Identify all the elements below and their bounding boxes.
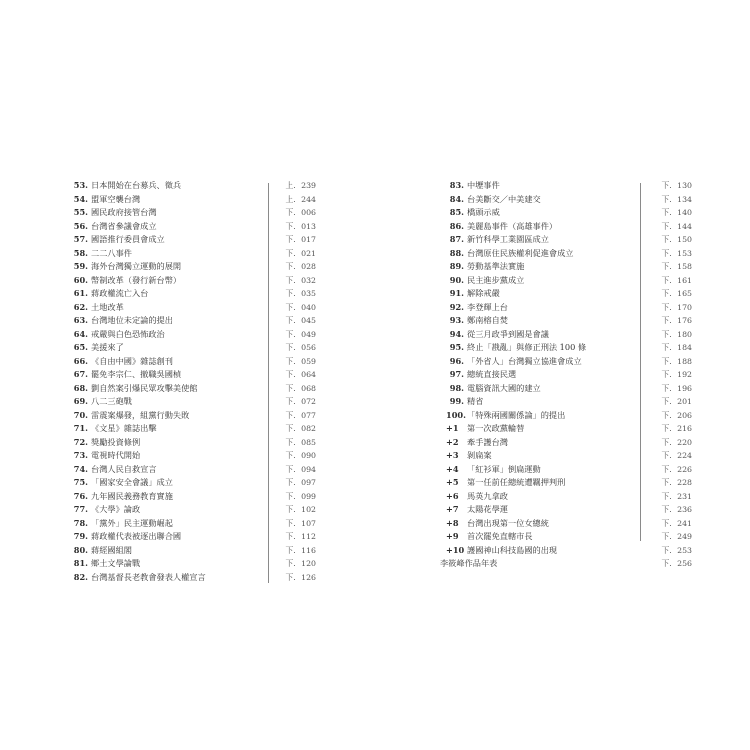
toc-entry-page: 下．253 [661, 545, 692, 555]
toc-entry[interactable] [64, 179, 316, 193]
toc-entry-page: 下．120 [285, 559, 316, 568]
toc-entry-number: 58. [73, 247, 88, 258]
toc-entry-number: 84. [449, 193, 464, 204]
toc-entry-number: 68. [73, 382, 88, 393]
toc-entry-number: 53. [73, 180, 88, 190]
toc-entry-number: 61. [73, 288, 88, 298]
toc-entry-title: 李筱峰作品年表 [440, 558, 498, 568]
toc-entry-number: 55. [73, 207, 88, 217]
toc-entry-title: 土地改革 [91, 301, 124, 312]
toc-entry-title: 台灣省參議會成立 [91, 220, 157, 231]
toc-entry-title: 國語推行委員會成立 [91, 234, 165, 244]
toc-entry-page: 下．045 [285, 316, 316, 325]
toc-entry-page: 下．134 [661, 194, 692, 204]
toc-entry-number: 85. [449, 207, 464, 217]
toc-entry-title: 精省 [467, 396, 484, 406]
toc-entry[interactable] [64, 328, 316, 342]
toc-entry-title: 《大學》論政 [91, 504, 141, 514]
toc-entry-page: 下．220 [661, 437, 692, 447]
toc-entry[interactable] [64, 314, 316, 328]
toc-entry[interactable] [440, 382, 692, 396]
toc-entry-page: 下．216 [661, 424, 692, 433]
toc-entry-page: 下．035 [285, 289, 316, 298]
toc-entry-page: 下．228 [661, 478, 692, 487]
toc-entry[interactable] [64, 301, 316, 315]
toc-entry-page: 下．188 [661, 356, 692, 366]
toc-entry[interactable] [64, 517, 316, 531]
toc-entry-number: 78. [73, 517, 88, 528]
toc-entry-number: 88. [449, 247, 464, 258]
toc-entry[interactable] [64, 247, 316, 261]
toc-entry-page: 下．256 [661, 559, 692, 568]
toc-entry-page: 下．196 [661, 383, 692, 393]
toc-entry-title: 中壢事件 [467, 180, 500, 190]
toc-entry-page: 下．180 [661, 329, 692, 339]
toc-entry-page: 下．040 [285, 302, 316, 312]
toc-entry-title: 鄉土文學論戰 [91, 558, 141, 568]
toc-entry[interactable] [440, 179, 692, 193]
toc-entry-number: 73. [73, 450, 88, 460]
toc-entry-page: 下．006 [285, 208, 316, 217]
toc-entry-number: 69. [73, 396, 88, 406]
toc-entry-title: 第一任前任總統遭羈押判刑 [467, 477, 566, 487]
toc-entry-number: 86. [449, 220, 464, 231]
toc-entry-page: 下．249 [661, 532, 692, 541]
toc-entry[interactable] [440, 409, 692, 423]
toc-entry-number: 82. [73, 571, 88, 582]
toc-entry-page: 上．244 [285, 194, 316, 204]
toc-entry-number: 95. [449, 342, 464, 352]
toc-entry-number: 91. [449, 288, 464, 298]
toc-entry[interactable] [64, 490, 316, 504]
toc-entry[interactable] [440, 422, 692, 436]
toc-entry-page: 下．150 [661, 235, 692, 244]
toc-entry-title: 牽手護台灣 [467, 436, 508, 447]
toc-entry[interactable] [440, 463, 692, 477]
toc-entry-title: 戒嚴與白色恐怖政治 [91, 328, 165, 339]
toc-entry-number: 97. [449, 369, 464, 379]
toc-entry[interactable] [440, 206, 692, 220]
toc-entry-title: 國民政府接管台灣 [91, 207, 157, 217]
toc-entry-title: 台美斷交／中美建交 [467, 193, 541, 204]
toc-entry-number: 67. [73, 369, 88, 379]
toc-entry-number: 80. [73, 544, 88, 555]
toc-entry-page: 下．097 [285, 478, 316, 487]
toc-entry-page: 下．107 [285, 518, 316, 528]
toc-column-right [440, 179, 692, 571]
toc-entry-title: 剝扁案 [467, 450, 492, 460]
toc-entry-number: 75. [73, 477, 88, 487]
toc-entry-page: 下．206 [661, 410, 692, 420]
toc-entry-number: 54. [73, 193, 88, 204]
toc-entry-page: 下．059 [285, 356, 316, 366]
toc-entry-page: 下．116 [285, 545, 316, 555]
toc-entry-page: 下．082 [285, 424, 316, 433]
toc-entry-page: 下．201 [661, 397, 692, 406]
toc-entry-page: 上．239 [285, 181, 316, 190]
toc-entry-title: 八二三砲戰 [91, 396, 132, 406]
toc-entry[interactable] [64, 220, 316, 234]
toc-entry[interactable] [64, 409, 316, 423]
toc-entry[interactable] [440, 503, 692, 517]
toc-entry-title: 「特殊兩國關係論」的提出 [467, 409, 566, 420]
toc-entry-page: 下．236 [661, 505, 692, 514]
toc-entry-page: 下．165 [661, 289, 692, 298]
toc-entry-page: 下．056 [285, 343, 316, 352]
toc-entry[interactable] [440, 260, 692, 274]
toc-entry-title: 第一次政黨輪替 [467, 423, 525, 433]
toc-entry-title: 民主進步黨成立 [467, 274, 525, 285]
toc-entry-title: 「國家安全會議」成立 [91, 477, 173, 487]
toc-entry-page: 下．112 [285, 532, 316, 541]
toc-entry-page: 下．072 [285, 397, 316, 406]
toc-entry-page: 下．085 [285, 437, 316, 447]
toc-entry[interactable] [440, 247, 692, 261]
toc-entry-number: 62. [73, 301, 88, 312]
toc-entry[interactable] [440, 449, 692, 463]
toc-entry-page: 下．140 [661, 208, 692, 217]
toc-entry[interactable] [440, 517, 692, 531]
toc-entry[interactable] [64, 503, 316, 517]
toc-entry-number: +10 [446, 544, 465, 555]
toc-entry-title: 馬英九拿政 [467, 490, 508, 501]
toc-entry[interactable] [64, 422, 316, 436]
toc-entry-number: 65. [73, 342, 88, 352]
toc-entry-title: 李登輝上台 [467, 301, 508, 312]
toc-entry-number: +6 [446, 490, 459, 501]
toc-entry[interactable] [440, 436, 692, 450]
toc-entry-number: 100. [446, 409, 466, 420]
toc-entry[interactable] [440, 328, 692, 342]
toc-entry-title: 首次罷免直轄市長 [467, 531, 533, 541]
toc-entry-number: 59. [73, 261, 88, 271]
toc-entry-page: 下．032 [285, 275, 316, 285]
toc-entry-page: 下．241 [661, 518, 692, 528]
toc-entry-page: 下．049 [285, 329, 316, 339]
toc-entry-number: 94. [449, 328, 464, 339]
toc-entry[interactable] [440, 395, 692, 409]
toc-entry[interactable] [64, 571, 316, 585]
toc-entry-number: 66. [73, 355, 88, 366]
toc-entry-title: 台灣地位未定論的提出 [91, 315, 173, 325]
toc-entry[interactable] [440, 476, 692, 490]
toc-entry-page: 下．231 [661, 491, 692, 501]
toc-entry-title: 「紅衫軍」倒扁運動 [467, 463, 541, 474]
toc-entry[interactable] [440, 233, 692, 247]
toc-entry-title: 橋頭示威 [467, 207, 500, 217]
toc-entry-page: 下．226 [661, 464, 692, 474]
toc-entry-number: 71. [73, 423, 88, 433]
toc-entry-number: +7 [446, 504, 459, 514]
toc-entry-number: 92. [449, 301, 464, 312]
toc-entry-page: 下．013 [285, 221, 316, 231]
toc-entry-number: +9 [446, 531, 459, 541]
toc-entry[interactable] [440, 355, 692, 369]
toc-entry-page: 下．099 [285, 491, 316, 501]
toc-entry-number: +2 [446, 436, 459, 447]
toc-entry-number: +1 [446, 423, 459, 433]
toc-entry-title: 《文星》雜誌出擊 [91, 423, 157, 433]
toc-entry-title: 鄭南榕自焚 [467, 315, 508, 325]
toc-entry[interactable] [440, 530, 692, 544]
toc-entry-title: 從三月政爭到國是會議 [467, 328, 549, 339]
toc-entry-number: 83. [449, 180, 464, 190]
toc-column-left [64, 179, 316, 584]
toc-entry-page: 下．144 [661, 221, 692, 231]
toc-entry[interactable] [440, 544, 692, 558]
toc-entry-number: 63. [73, 315, 88, 325]
toc-entry[interactable] [440, 301, 692, 315]
toc-entry[interactable] [440, 368, 692, 382]
toc-entry-number: 96. [449, 355, 464, 366]
toc-entry-title: 太陽花學運 [467, 504, 508, 514]
toc-entry-number: 90. [449, 274, 464, 285]
toc-entry-page: 下．192 [661, 370, 692, 379]
toc-entry-title: 護國神山科技島國的出現 [467, 544, 558, 555]
toc-entry-page: 下．102 [285, 505, 316, 514]
toc-entry[interactable] [440, 274, 692, 288]
toc-entry-number: 89. [449, 261, 464, 271]
toc-entry-number: 77. [73, 504, 88, 514]
toc-entry-page: 下．158 [661, 262, 692, 271]
toc-entry-page: 下．184 [661, 343, 692, 352]
toc-entry[interactable] [64, 530, 316, 544]
toc-entry-number: +8 [446, 517, 459, 528]
toc-entry-page: 下．224 [661, 451, 692, 460]
toc-entry-title: 蔣經國組閣 [91, 544, 132, 555]
toc-entry[interactable] [440, 287, 692, 301]
toc-entry[interactable] [64, 287, 316, 301]
toc-entry[interactable] [64, 395, 316, 409]
toc-entry[interactable] [64, 274, 316, 288]
toc-entry[interactable] [440, 341, 692, 355]
toc-entry-title: 總統直接民選 [467, 369, 517, 379]
toc-entry-number: 87. [449, 234, 464, 244]
toc-entry-title: 台灣人民自救宣言 [91, 463, 157, 474]
toc-entry-title: 日本開始在台募兵、徵兵 [91, 180, 182, 190]
toc-entry-title: 電視時代開始 [91, 450, 141, 460]
toc-entry-title: 台灣基督長老教會發表人權宣言 [91, 571, 206, 582]
toc-entry-number: 72. [73, 436, 88, 447]
toc-entry-page: 下．161 [661, 275, 692, 285]
toc-entry-title: 海外台灣獨立運動的展開 [91, 261, 182, 271]
toc-entry-page: 下．126 [285, 572, 316, 582]
toc-entry-number: +4 [446, 463, 459, 474]
toc-entry-number: 60. [73, 274, 88, 285]
toc-entry[interactable] [64, 557, 316, 571]
toc-entry-number: 70. [73, 409, 88, 420]
toc-entry[interactable] [64, 368, 316, 382]
toc-entry-title: 幣制改革（發行新台幣） [91, 274, 182, 285]
toc-entry[interactable] [440, 220, 692, 234]
toc-entry[interactable] [64, 233, 316, 247]
toc-entry-title: 「黨外」民主運動崛起 [91, 517, 173, 528]
toc-entry[interactable] [440, 557, 692, 571]
toc-entry-title: 蔣政權代表被逐出聯合國 [91, 531, 182, 541]
toc-entry-title: 新竹科學工業園區成立 [467, 234, 549, 244]
toc-entry-page: 下．028 [285, 262, 316, 271]
toc-entry[interactable] [64, 449, 316, 463]
toc-entry[interactable] [64, 544, 316, 558]
toc-entry-title: 終止「戡亂」與修正刑法 100 條 [467, 342, 587, 352]
toc-entry-page: 下．094 [285, 464, 316, 474]
toc-entry[interactable] [64, 463, 316, 477]
toc-entry-number: 76. [73, 490, 88, 501]
toc-entry[interactable] [64, 382, 316, 396]
toc-entry-number: 56. [73, 220, 88, 231]
toc-entry[interactable] [64, 206, 316, 220]
toc-entry-number: 81. [73, 558, 88, 568]
toc-entry-number: 64. [73, 328, 88, 339]
toc-entry[interactable] [64, 436, 316, 450]
toc-entry[interactable] [64, 260, 316, 274]
toc-entry-page: 下．130 [661, 181, 692, 190]
toc-entry-number: +3 [446, 450, 459, 460]
toc-entry-title: 「外省人」台灣獨立協進會成立 [467, 355, 582, 366]
toc-entry-number: 79. [73, 531, 88, 541]
toc-entry[interactable] [64, 476, 316, 490]
toc-entry-page: 下．068 [285, 383, 316, 393]
toc-entry-title: 罷免李宗仁、撤職吳國楨 [91, 369, 182, 379]
toc-entry-page: 下．017 [285, 235, 316, 244]
toc-entry-page: 下．064 [285, 370, 316, 379]
toc-entry-page: 下．077 [285, 410, 316, 420]
toc-entry-title: 解除戒嚴 [467, 288, 500, 298]
toc-entry[interactable] [64, 193, 316, 207]
toc-entry-title: 美麗島事件（高雄事件） [467, 220, 558, 231]
toc-entry-number: 99. [449, 396, 464, 406]
toc-entry-page: 下．170 [661, 302, 692, 312]
toc-entry-title: 雷震案爆發，組黨行動失敗 [91, 409, 190, 420]
toc-entry-title: 盟軍空襲台灣 [91, 193, 141, 204]
toc-entry-title: 二二八事件 [91, 247, 132, 258]
toc-entry-page: 下．176 [661, 316, 692, 325]
toc-entry-number: 74. [73, 463, 88, 474]
toc-entry-number: 93. [449, 315, 464, 325]
toc-entry-title: 《自由中國》雜誌創刊 [91, 355, 173, 366]
toc-entry-number: 98. [449, 382, 464, 393]
toc-entry-title: 美援來了 [91, 342, 124, 352]
toc-entry-page: 下．090 [285, 451, 316, 460]
toc-entry-title: 九年國民義務教育實施 [91, 490, 173, 501]
toc-entry[interactable] [64, 355, 316, 369]
toc-entry-number: 57. [73, 234, 88, 244]
toc-entry-title: 台灣出現第一位女總統 [467, 517, 549, 528]
toc-entry[interactable] [440, 193, 692, 207]
toc-entry[interactable] [440, 314, 692, 328]
toc-entry-number: +5 [446, 477, 459, 487]
toc-entry-title: 台灣原住民族權利促進會成立 [467, 247, 574, 258]
toc-entry[interactable] [440, 490, 692, 504]
toc-entry-page: 下．021 [285, 248, 316, 258]
toc-entry-title: 勞動基準法實施 [467, 261, 525, 271]
toc-entry-title: 蔣政權流亡入台 [91, 288, 149, 298]
toc-entry-title: 劉自然案引爆民眾攻擊美使館 [91, 382, 198, 393]
toc-entry-title: 獎勵投資條例 [91, 436, 141, 447]
toc-entry-title: 電腦資訊大國的建立 [467, 382, 541, 393]
toc-entry[interactable] [64, 341, 316, 355]
toc-entry-page: 下．153 [661, 248, 692, 258]
